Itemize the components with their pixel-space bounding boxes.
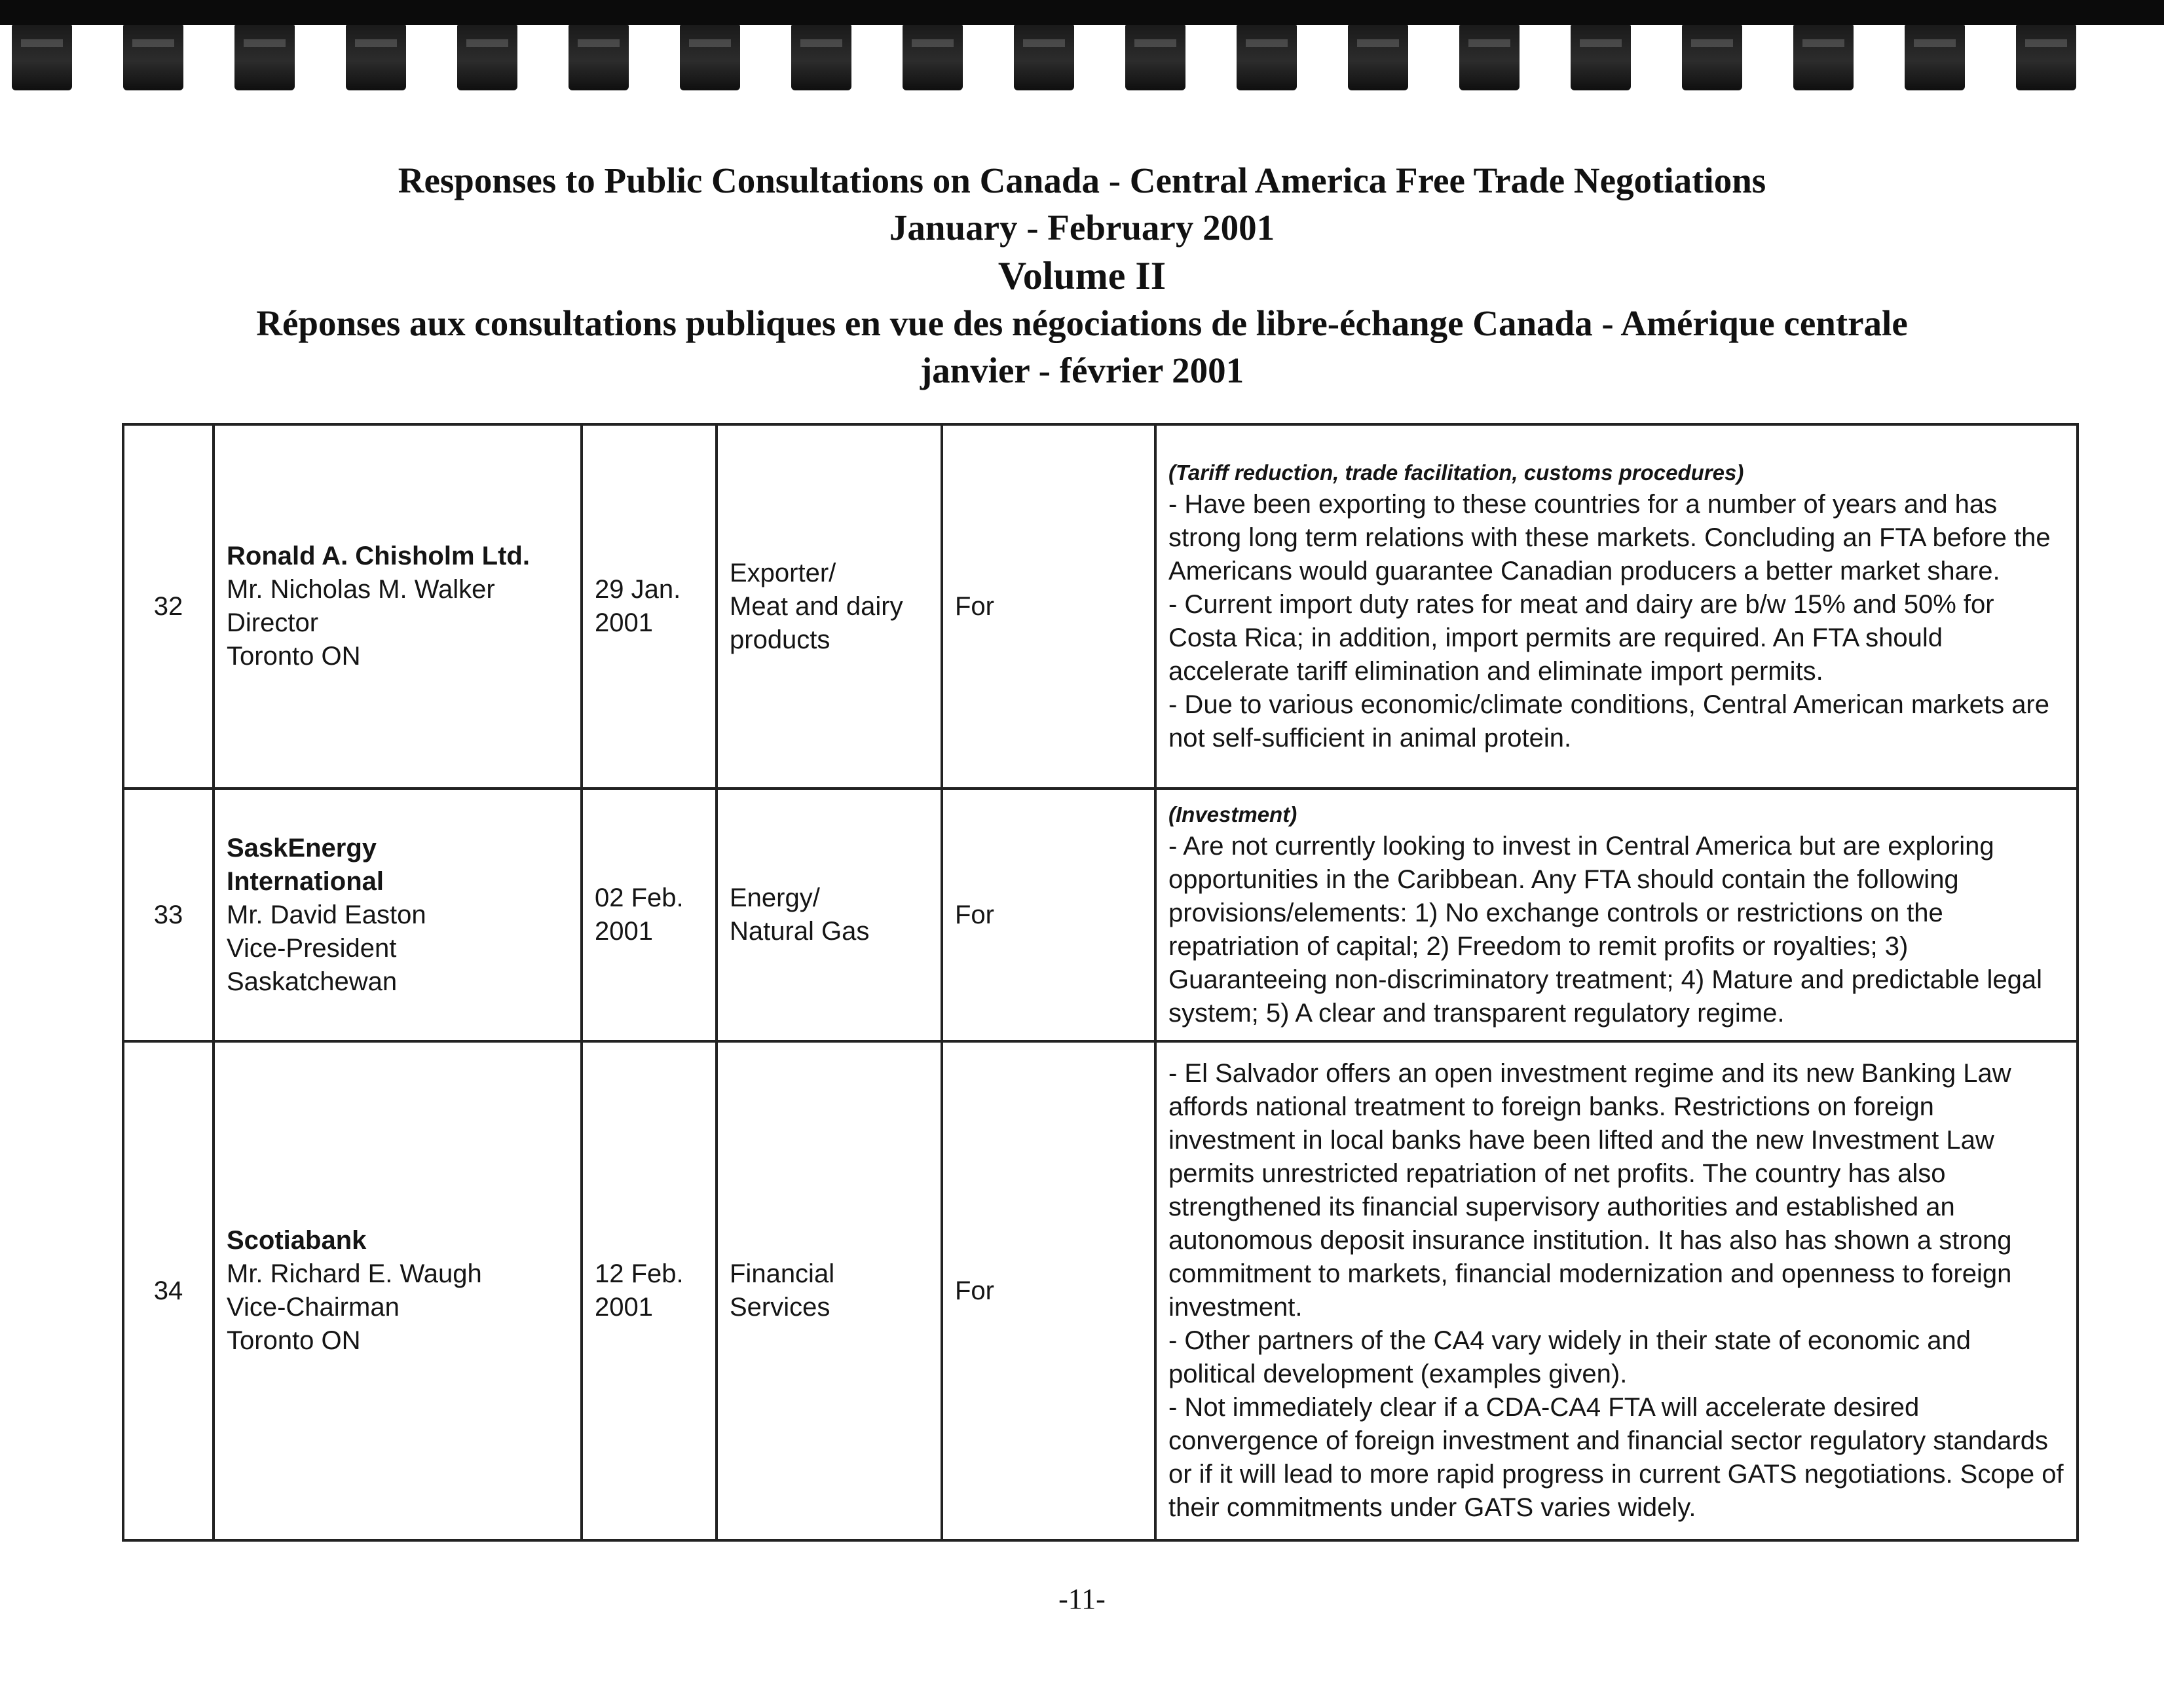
dates-french: janvier - février 2001 (920, 350, 1244, 390)
comment-point: - Not immediately clear if a CDA-CA4 FTA will accelerate desired convergence of foreign investment and financial sector regulatory standards or if it will lead to more rapid progress in current GATS negotiations. Scope of their commitments under GATS varies widely. (1168, 1393, 2064, 1522)
sector-line: Financial (730, 1259, 835, 1288)
binding-hole (791, 25, 851, 90)
document-header (0, 157, 2164, 394)
dates-english: January - February 2001 (889, 208, 1275, 248)
binding-hole (1793, 25, 1854, 90)
position-cell: For (942, 1041, 1155, 1540)
date-year: 2001 (595, 917, 653, 946)
table-row (123, 1041, 2078, 1540)
consultation-table (122, 423, 2079, 1542)
table-row (123, 424, 2078, 789)
date-day: 12 Feb. (595, 1259, 684, 1288)
organization-name: International (227, 866, 384, 896)
binding-hole (457, 25, 517, 90)
comment-point: - Are not currently looking to invest in Central America but are exploring opportunities in the Caribbean. Any FTA should contain the following provisions/elements: 1) No exchange controls or restrictions on the repatriation of capital; 2) Freedom to remit profits or royalties; 3) Guaranteeing non-discriminatory treatment; 4) Mature and predictable legal system; 5) A clear and transparent regulatory regime. (1168, 832, 2043, 1028)
date-year: 2001 (595, 1293, 653, 1322)
binding-strip (0, 0, 2164, 25)
binding-hole (903, 25, 963, 90)
binding-hole (1348, 25, 1408, 90)
contact-title: Vice-President (227, 933, 397, 963)
date-day: 02 Feb. (595, 883, 684, 912)
row-number: 34 (123, 1041, 214, 1540)
binding-hole (1459, 25, 1520, 90)
contact-title: Vice-Chairman (227, 1293, 400, 1322)
title-english: Responses to Public Consultations on Canada - Central America Free Trade Negotiations (398, 160, 1766, 200)
binding-hole (2016, 25, 2076, 90)
comment-point: - Due to various economic/climate conditions, Central American markets are not self-sufficient in animal protein. (1168, 690, 2049, 752)
sector-line: Meat and dairy (730, 591, 903, 621)
topic-label: (Tariff reduction, trade facilitation, customs procedures) (1168, 460, 1744, 485)
binding-hole (234, 25, 295, 90)
contact-name: Mr. Richard E. Waugh (227, 1259, 482, 1288)
date-year: 2001 (595, 608, 653, 637)
comments-cell (1155, 789, 2078, 1041)
comment-point: - Have been exporting to these countries for a number of years and has strong long term relations with these markets. Concluding an FTA before the Americans would guarantee Canadian producers a better market share. (1168, 490, 2051, 585)
binding-hole (1571, 25, 1631, 90)
binding-hole (123, 25, 183, 90)
binding-hole (680, 25, 740, 90)
row-number: 33 (123, 789, 214, 1041)
date-day: 29 Jan. (595, 575, 681, 604)
sector-line: Energy/ (730, 883, 820, 912)
binding-hole (1014, 25, 1074, 90)
sector-line: Exporter/ (730, 558, 836, 587)
location: Toronto ON (227, 1326, 361, 1355)
binding-hole (1905, 25, 1965, 90)
comments-cell (1155, 1041, 2078, 1540)
position-cell: For (942, 424, 1155, 789)
sector-line: products (730, 625, 830, 654)
title-french: Réponses aux consultations publiques en vue des négociations de libre-échange Canada - Amérique centrale (256, 303, 1908, 343)
sector-line: Services (730, 1293, 830, 1322)
respondent-cell (214, 1041, 582, 1540)
date-cell (582, 424, 717, 789)
comment-point: - Current import duty rates for meat and dairy are b/w 15% and 50% for Costa Rica; in addition, import permits are required. An FTA should accelerate tariff elimination and eliminate import permits. (1168, 590, 1994, 686)
organization-name: Scotiabank (227, 1226, 367, 1255)
table-row (123, 789, 2078, 1041)
position-cell: For (942, 789, 1155, 1041)
comment-point: - Other partners of the CA4 vary widely in their state of economic and political development (examples given). (1168, 1326, 1971, 1388)
binding-hole (12, 25, 72, 90)
binding-hole (1125, 25, 1185, 90)
date-cell (582, 1041, 717, 1540)
location: Saskatchewan (227, 967, 398, 996)
date-cell (582, 789, 717, 1041)
contact-name: Mr. David Easton (227, 900, 426, 929)
contact-name: Mr. Nicholas M. Walker (227, 575, 495, 604)
sector-line: Natural Gas (730, 917, 870, 946)
binding-hole (1237, 25, 1297, 90)
binding-hole (1682, 25, 1742, 90)
row-number: 32 (123, 424, 214, 789)
sector-cell (717, 1041, 942, 1540)
respondent-cell (214, 424, 582, 789)
sector-cell (717, 789, 942, 1041)
page-number: -11- (1058, 1583, 1106, 1615)
respondent-cell (214, 789, 582, 1041)
volume-label: Volume II (998, 254, 1166, 297)
contact-title: Director (227, 608, 319, 637)
location: Toronto ON (227, 642, 361, 671)
organization-name: Ronald A. Chisholm Ltd. (227, 542, 530, 570)
organization-name: SaskEnergy (227, 833, 377, 863)
comments-cell (1155, 424, 2078, 789)
comment-point: - El Salvador offers an open investment regime and its new Banking Law affords national treatment to foreign banks. Restrictions on foreign investment in local banks have been lifted and the new Investment Law permits unrestricted repatriation of net profits. The country has also strengthened its financial supervisory authorities and established an autonomous deposit insurance institution. It has also has shown a strong commitment to markets, financial modernization and openness to foreign investment. (1168, 1059, 2012, 1322)
binding-hole (569, 25, 629, 90)
binding-hole (346, 25, 406, 90)
spiral-binding (0, 0, 2164, 98)
topic-label: (Investment) (1168, 802, 1297, 826)
sector-cell (717, 424, 942, 789)
